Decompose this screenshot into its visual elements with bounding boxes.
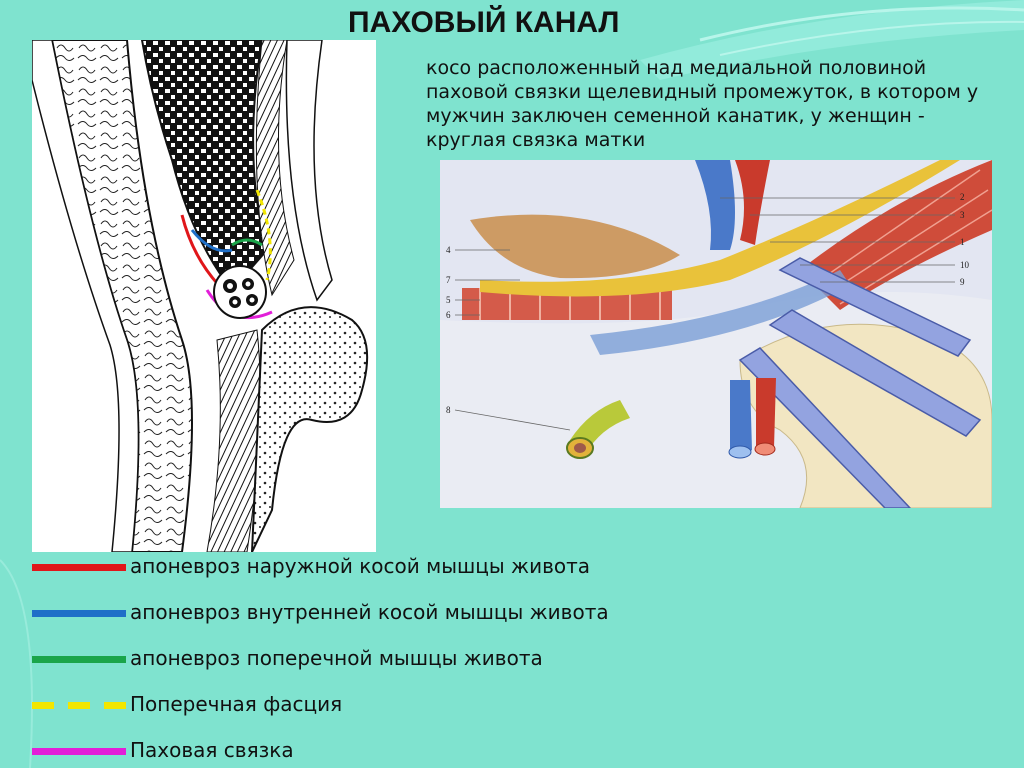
legend-swatch bbox=[32, 564, 126, 571]
figure-number: 6 bbox=[446, 310, 451, 320]
anatomy-svg bbox=[440, 160, 992, 508]
legend-label: апоневроз внутренней косой мышцы живота bbox=[130, 600, 609, 624]
figure-number: 5 bbox=[446, 295, 451, 305]
figure-number: 7 bbox=[446, 275, 451, 285]
legend-label: апоневроз наружной косой мышцы живота bbox=[130, 554, 590, 578]
figure-number: 8 bbox=[446, 405, 451, 415]
legend-label: Поперечная фасция bbox=[130, 692, 343, 716]
definition-text: косо расположенный над медиальной половиной паховой связки щелевидный промежуток, в котором у мужчин заключен семенной канатик, у женщин - круглая связка матки bbox=[426, 57, 979, 151]
legend-label: апоневроз поперечной мышцы живота bbox=[130, 646, 543, 670]
figure-number: 1 bbox=[960, 237, 965, 247]
figure-number: 3 bbox=[960, 210, 965, 220]
legend-swatch bbox=[32, 748, 126, 755]
figure-number: 4 bbox=[446, 245, 451, 255]
cross-section-svg bbox=[32, 40, 376, 552]
legend-swatch bbox=[32, 610, 126, 617]
legend-label: Паховая связка bbox=[130, 738, 294, 762]
anatomy-illustration bbox=[440, 160, 992, 508]
figure-number: 9 bbox=[960, 277, 965, 287]
legend-swatch bbox=[32, 656, 126, 663]
figure-number: 2 bbox=[960, 192, 965, 202]
cross-section-drawing bbox=[32, 40, 376, 552]
slide-title: ПАХОВЫЙ КАНАЛ bbox=[348, 6, 620, 39]
legend-swatch bbox=[32, 702, 126, 709]
figure-number: 10 bbox=[960, 260, 969, 270]
